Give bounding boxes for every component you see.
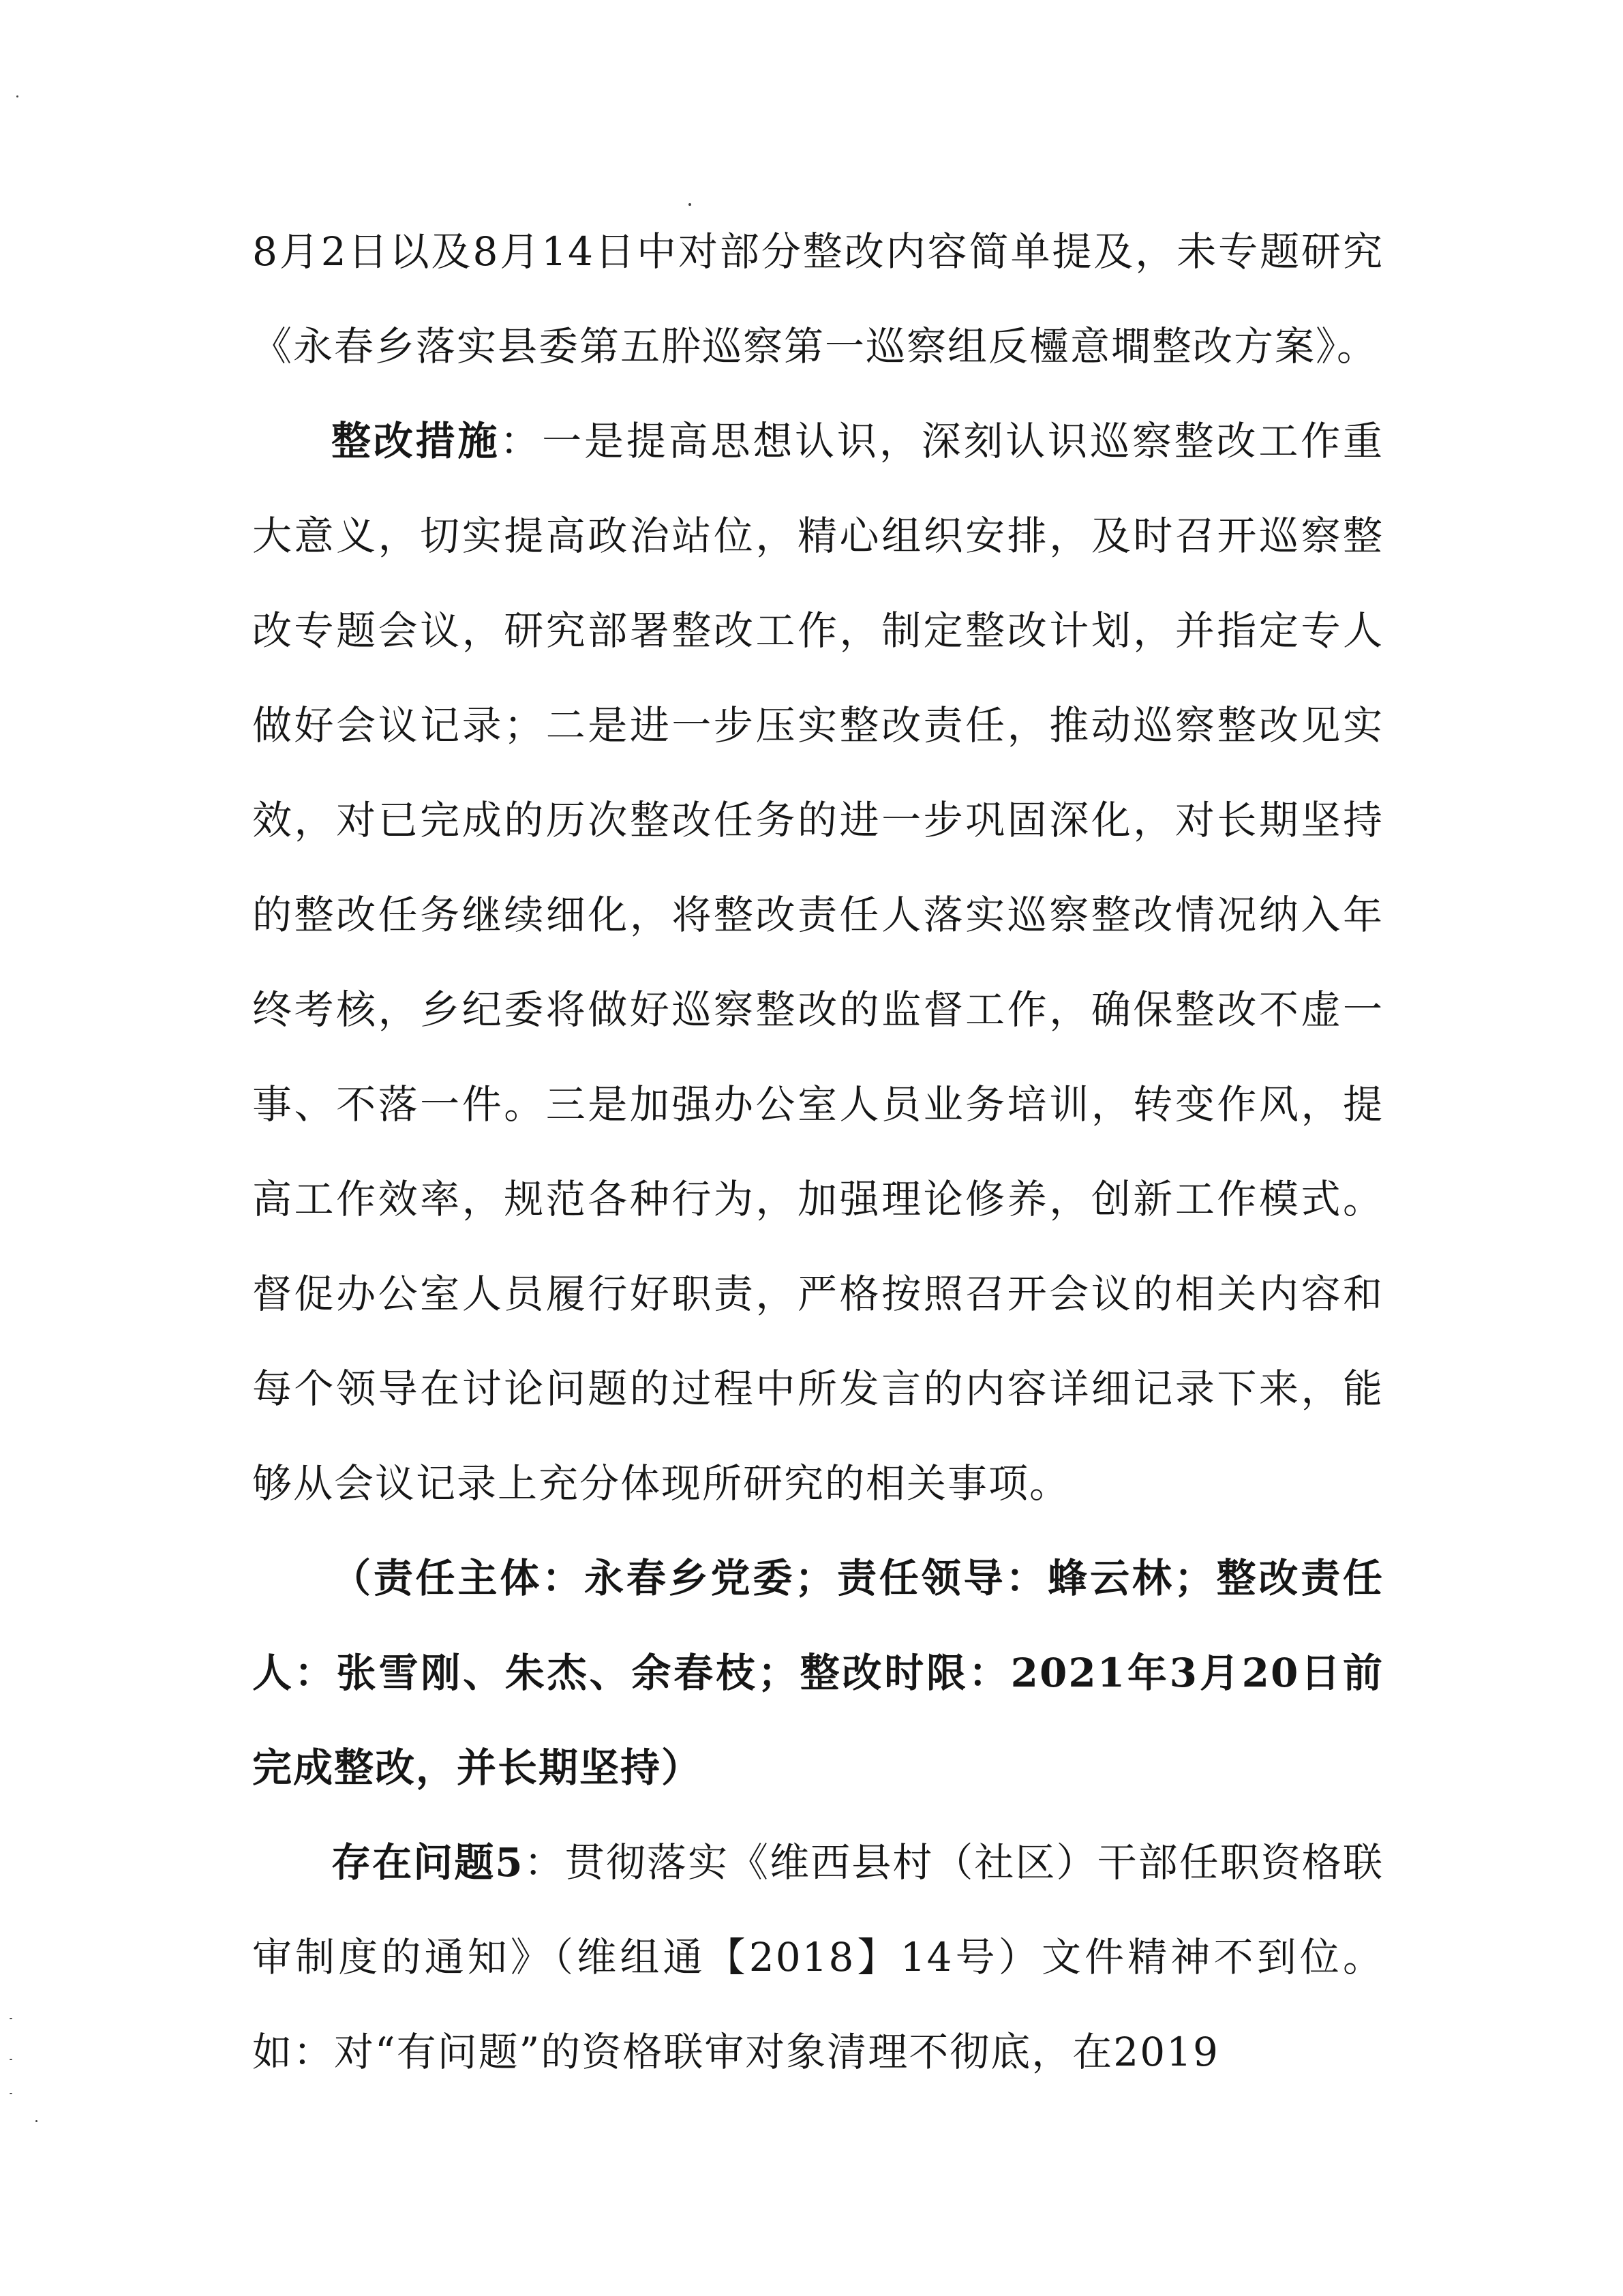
scan-speck [35, 2120, 37, 2122]
problem-5-text: ：贯彻落实《维西县村（社区）干部任职资格联审制度的通知》（维组通【2018】14号）文件精神不到位。如：对“有问题”的资格联审对象清理不彻底，在2019 [252, 1839, 1384, 2075]
scan-speck [16, 95, 18, 97]
paragraph-rectification-measures [252, 394, 1384, 1531]
rectification-measures-heading: 整改措施 [331, 418, 500, 464]
scan-speck [10, 2018, 12, 2019]
paragraph-1-text: 8月2日以及8月14日中对部分整改内容简单提及，未专题研究《永春乡落实县委第五肸巡察第一巡察组反欞意墹整改方案》。 [252, 228, 1384, 369]
problem-5-heading: 存在问题5 [331, 1839, 524, 1886]
scan-speck [688, 203, 691, 206]
paragraph-problem-5 [252, 1815, 1384, 2100]
scan-speck [10, 2093, 12, 2094]
document-body [252, 205, 1384, 2100]
responsibility-note-text: （责任主体：永春乡党委；责任领导：蜂云林；整改责任人：张雪刚、朱杰、余春枝；整改时限：2021年3月20日前完成整改，并长期坚持） [252, 1555, 1384, 1791]
paragraph-continuation [252, 205, 1384, 394]
rectification-measures-text: ：一是提高思想认识，深刻认识巡察整改工作重大意义，切实提高政治站位，精心组织安排，及时召开巡察整改专题会议，研究部署整改工作，制定整改计划，并指定专人做好会议记录；二是进一步压实整改责任，推动巡察整改见实效，对已完成的历次整改任务的进一步巩固深化，对长期坚持的整改任务继续细化，将整改责任人落实巡察整改情况纳入年终考核，乡纪委将做好巡察整改的监督工作，确保整改不虚一事、不落一件。三是加强办公室人员业务培训，转变作风，提高工作效率，规范各种行为，加强理论修养，创新工作模式。督促办公室人员履行好职责，严格按照召开会议的相关内容和每个领导在讨论问题的过程中所发言的内容详细记录下来，能够从会议记录上充分体现所研究的相关事项。 [252, 418, 1384, 1507]
paragraph-responsibility-note [252, 1531, 1384, 1815]
scan-speck [10, 2059, 12, 2060]
